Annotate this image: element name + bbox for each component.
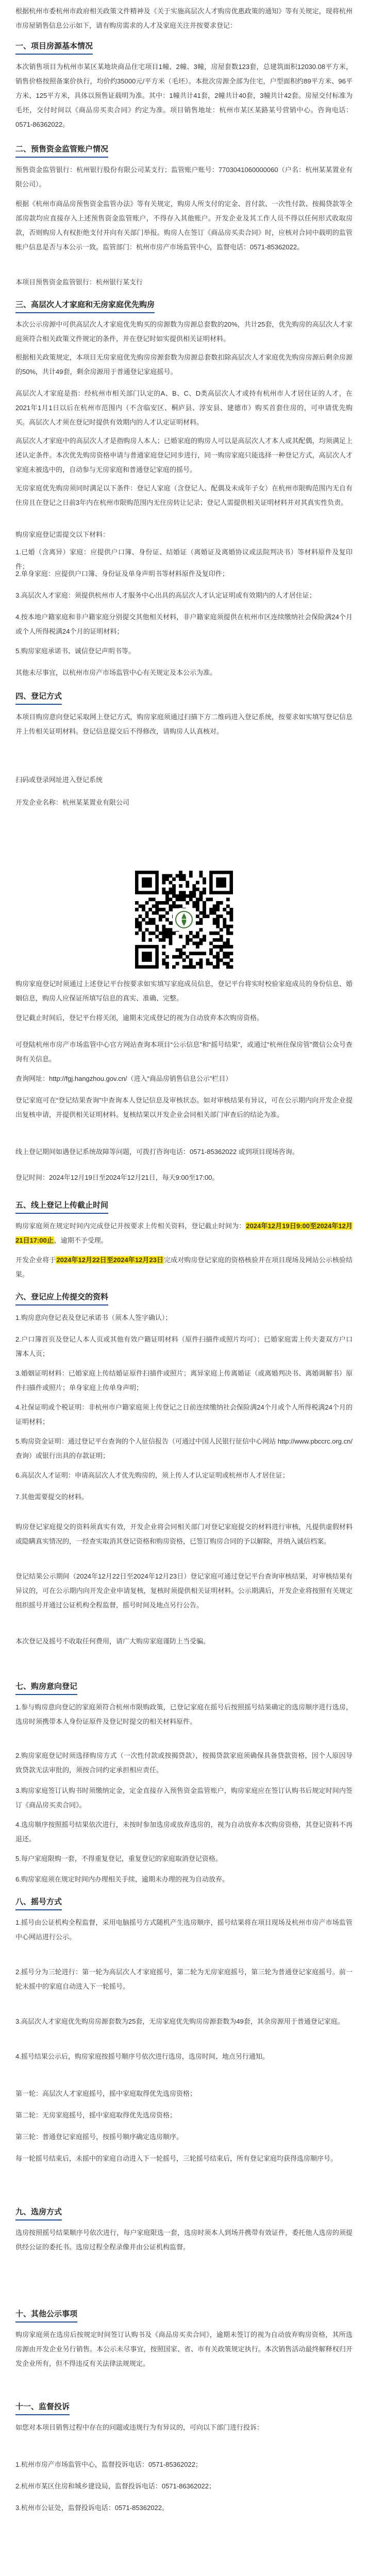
list-item: 7.其他需要提交的材料。 (15, 1493, 88, 1501)
section-5-heading: 五、线上登记上传截止时间 (15, 1199, 108, 1214)
section-4-company: 开发企业名称：杭州某某置业有限公司 (15, 799, 130, 806)
list-item: 5.购房资金证明：通过登记平台查询的个人征信报告（可通过中国人民银行征信中心网站 http://www.pbccrc.org.cn/ 查询）或银行出具的存款证明； (15, 1437, 353, 1460)
list-item: 4.摇号结果公示后，购房家庭按摇号顺序号依次进行选房，选房时间、地点另行通知。 (15, 2053, 269, 2060)
list-item: 5.购房家庭承诺书、诚信登记声明书等。 (15, 647, 135, 655)
review-text: 开发企业将于 (15, 1256, 56, 1264)
section-7-heading: 七、购房意向登记 (15, 1681, 77, 1695)
deadline-highlight: 2024年12月19日9:00至2024年12月21日17:00止 (15, 1222, 353, 1244)
list-item: 1.购房意向登记表及登记承诺书（须本人签字确认）； (15, 1314, 172, 1321)
section-1-body: 本次销售项目为杭州市某区某地块商品住宅项目1幢、2幢、3幢，房屋套数123套，总建筑面积12030.08平方米，销售价格按照备案价执行，均价约35000元/平方米（毛坯）。本批次房源全部为住宅，户型面积约89平方米、96平方米、125平方米，具体以预售证载明为准。其中：1幢共计41套，2幢共计40套，3幢共计42套。房屋交付标准为毛坯，交付时间以《商品房买卖合同》约定为准。项目销售地址：杭州市某区某路某号营销中心。咨询电话：0571-86362022。 (15, 63, 353, 128)
review-highlight: 2024年12月22日至2024年12月23日 (56, 1256, 164, 1264)
review-text-end: 完成对购房登记家庭的资格核验并在项目现场及网站公示核验结果。 (15, 1256, 353, 1278)
section-4-query: 可登陆杭州市房产市场监管中心官方网站查询本项目“公示信息”和“摇号结果”，或通过“杭州住保房管”微信公众号查询有关信息。 (15, 1041, 353, 1063)
list-item: 第二轮：无房家庭摇号，摇中家庭取得优先选房资格； (15, 2111, 177, 2119)
list-item: 3.高层次人才家庭：须提供杭州市人才服务中心出具的高层次人才认定证明或有效期内的人才居住证； (15, 591, 316, 599)
section-4-notice: 购房家庭登记时须通过上述登记平台按要求如实填写家庭成员信息，登记平台将实时校验家庭成员的身份信息、婚姻信息，购房人应保证所填写信息的真实、准确、完整。 (15, 980, 353, 1002)
list-item: 4.选房顺序按照摇号结果依次进行，未按时参加选房或放弃选房的，视为自动放弃本次购房资格，其登记资料不再退还。 (15, 1821, 353, 1843)
list-item: 2.户口簿首页及登记人本人页或其他有效户籍证明材料（原件扫描件或照片均可）；已婚家庭需上传夫妻双方户口簿本人页； (15, 1335, 353, 1358)
section-6-verification: 购房登记家庭提交的资料须真实有效，开发企业将会同相关部门对登记家庭提交的材料进行审核，凡提供虚假材料或隐瞒真实情况的，一经查实取消其登记资格和购房资格，已签订购房合同的予以解除，并纳入诚信档案。 (15, 1523, 353, 1545)
list-item: 4.社保证明或个税证明：非杭州市户籍家庭须上传登记之日前连续缴纳社会保险满24个月或个人所得税满24个月的证明材料； (15, 1403, 353, 1426)
section-4-deadline-note: 登记截止时间后，登记平台将关闭，逾期未完成登记的视为自动放弃本次购房资格。 (15, 1014, 264, 1022)
section-6-free-notice: 本次登记及摇号不收取任何费用，请广大购房家庭谨防上当受骗。 (15, 1637, 210, 1645)
list-item: 6.高层次人才证明：申请高层次人才优先购房的，须上传人才认定证明或杭州市人才居住证； (15, 1471, 289, 1479)
section-3-nohome-quota: 根据相关政策规定，本项目无房家庭优先购房房源套数为房源总套数扣除高层次人才家庭优先购房房源后剩余房源的50%，共计49套，剩余房源用于普通登记家庭摇号。 (15, 353, 353, 376)
section-1-heading: 一、项目房源基本情况 (15, 40, 93, 55)
list-item: 1.参与购房意向登记的家庭须符合杭州市限购政策，已登记家庭在摇号后按照摇号结果确定的选房顺序进行选房，选房时须携带本人身份证原件及登记时提交的相关材料原件。 (15, 1703, 353, 1725)
section-4-heading: 四、登记方式 (15, 690, 62, 705)
list-item: 2.杭州市某区住房和城乡建设局，监督投诉电话：0571-86362022； (15, 2482, 215, 2490)
section-4-scan-hint: 扫码或登录网址进入登记系统 (15, 776, 103, 784)
deadline-text-end: ，逾期不予受理。 (54, 1236, 108, 1244)
list-item: 1.已婚（含离异）家庭：应提供户口簿、身份证、结婚证（离婚证及离婚协议或法院判决书）等材料原件及复印件； (15, 548, 353, 570)
section-8-heading: 八、摇号方式 (15, 1896, 62, 1910)
list-item: 1.杭州市房产市场监管中心，监督投诉电话：0571-85362022； (15, 2461, 202, 2468)
list-item: 3.购房家庭签订认购书时须缴纳定金，定金直接存入预售资金监管账户，购房家庭应在签订认购书后规定时间内签订《商品房买卖合同》。 (15, 1787, 353, 1809)
section-10-body: 购房家庭须在选房后按规定时间签订认购书及《商品房买卖合同》，逾期未签订的视为自动放弃购房资格，其所选房源由开发企业另行销售。本公示未尽事宜，按照国家、省、市有关政策规定执行。本次销售活动最终解释权归开发企业所有，但不得违反有关法律法规规定。 (15, 2331, 353, 2367)
section-3-heading: 三、高层次人才家庭和无房家庭优先购房 (15, 299, 155, 313)
section-4-time: 登记时间：2024年12月19日至2024年12月21日，每天9:00至17:00。 (15, 1174, 219, 1181)
section-11-heading: 十一、监督投诉 (15, 2401, 70, 2415)
registration-qr-code[interactable] (135, 871, 233, 969)
section-5-review-period (15, 1253, 353, 1282)
list-item: 4.按本地户籍家庭和非户籍家庭分别提交其他相关材料，非户籍家庭须提供在杭州市区连续缴纳社会保险满24个月或个人所得税满24个月的证明材料； (15, 613, 353, 635)
section-2-rules: 根据《杭州市商品房预售资金监管办法》等有关规定，购房人所支付的定金、首付款、一次性付款、按揭贷款等全部房款均应直接存入上述预售资金监管账户，不得存入其他账户。开发企业及其工作人员不得以任何形式收取房款，否则购房人有权拒绝支付并向有关部门举报。购房人在签订《商品房买卖合同》时，应核对合同中载明的监管账户信息是否与本公示一致。监管部门：杭州市房产市场监管中心，监督电话：0571-85362022。 (15, 200, 353, 251)
section-5-deadline (15, 1219, 353, 1248)
section-3-note: 其他未尽事宜，以杭州市房产市场监管中心有关规定及本公示为准。 (15, 669, 217, 676)
section-9-body: 选房按照摇号结果顺序号依次进行，每户家庭限选一套，选房时须本人到场并携带有效证件，委托他人选房的须提供经公证的委托书。选房过程全程录像并由公证机构监督。 (15, 2229, 353, 2251)
list-item: 2.摇号分为三轮进行：第一轮为高层次人才家庭摇号，第二轮为无房家庭摇号，第三轮为普通登记家庭摇号。前一轮未摇中的家庭自动进入下一轮摇号。 (15, 1968, 353, 1990)
list-item: 第三轮：普通登记家庭摇号，按摇号顺序确定选房顺序。 (15, 2133, 183, 2141)
section-3-talent-quota: 本次公示房源中可供高层次人才家庭优先购买的房源数为房源总套数的20%，共计25套，优先购房的高层次人才家庭须符合相关政策文件规定的条件，并在登记时如实提供相关证明材料。 (15, 320, 353, 343)
section-3-talent-rules: 高层次人才家庭中的高层次人才是指购房人本人；已婚家庭的购房人可以是高层次人才本人或其配偶，均须满足上述认定条件。本次优先购房资格申请与普通家庭登记同步进行，同一购房家庭只能选择一种登记方式，高层次人才家庭未被选中的，自动参与无房家庭和普通登记家庭的摇号。 (15, 437, 353, 473)
section-2-account: 预售资金监管银行：杭州银行股份有限公司某支行；监管账户账号：7703041060000060（户名：杭州某某置业有限公司）。 (15, 166, 353, 188)
list-item: 6.购房家庭须在规定时间内办理相关手续，逾期未办理的视为自动放弃。 (15, 1875, 229, 1883)
section-11-body: 如您对本项目销售过程中存在的问题或违规行为有异议的，可向以下部门进行投诉： (15, 2424, 264, 2431)
list-item: 2.单身家庭：应提供户口簿、身份证及单身声明书等材料原件及复印件； (15, 570, 229, 578)
list-item: 每一轮摇号结束后，未摇中的家庭自动进入下一轮摇号，三轮摇号结束后，所有登记家庭均获得选房顺序号。 (15, 2155, 338, 2162)
section-2-heading: 二、预售资金监管账户情况 (15, 143, 108, 158)
section-10-heading: 十、其他公示事项 (15, 2308, 77, 2323)
list-item: 3.杭州市公证处，监督投诉电话：0571-85362022。 (15, 2504, 169, 2512)
list-item: 2.购房家庭登记时须选择购房方式（一次性付款或按揭贷款），按揭贷款家庭须确保具备贷款资格，因个人原因导致贷款无法审批的，须按合同约定承担相应责任。 (15, 1752, 353, 1774)
section-4-body: 本项目购房意向登记采取网上登记方式，购房家庭须通过扫描下方二维码进入登记系统，按要求如实填写登记信息并上传相关证明材料。登记信息提交后不得修改，请购房人认真核对。 (15, 713, 353, 735)
list-item: 1.摇号由公证机构全程监督，采用电脑摇号方式随机产生选房顺序，摇号结果将在项目现场及杭州市房产市场监管中心网站进行公示。 (15, 1919, 353, 1941)
section-4-review: 登记家庭可在“登记结果查询”中查询本人登记信息及审核状态。如对审核结果有异议，可在公示期内向开发企业提出复核申请，并提供相关证明材料。复核结果以开发企业会同相关部门审查后的结论为准。 (15, 1096, 353, 1118)
section-3-materials-intro: 购房家庭登记需提交以下材料： (15, 531, 110, 538)
section-3-nohome-conditions: 无房家庭优先购房须同时满足以下条件：登记人家庭（含登记人、配偶及未成年子女）在杭州市限购范围内无自有住房且在登记之日前3年内在杭州市限购范围内无住房转让记录；登记人需提供相关证明材料并对其真实性负责。 (15, 484, 353, 506)
section-9-heading: 九、选房方式 (15, 2206, 62, 2221)
section-3-talent-definition: 高层次人才家庭是指：经杭州市相关部门认定的A、B、C、D类高层次人才或持有杭州市人才居住证的人才，在2021年1月1日以后在杭州市范围内（不含临安区、桐庐县、淳安县、建德市）购买首套住房的，可申请优先购买。高层次人才须在登记时提供有效期内的人才认定证明材料。 (15, 389, 353, 426)
intro-paragraph: 根据杭州市委杭州市政府相关政策文件精神及《关于实施高层次人才购房优惠政策的通知》等有关规定，现将杭州市房屋销售信息公示如下，请有购房需求的人才及家庭关注并按要求登记： (15, 7, 353, 29)
query-url-link[interactable]: 查询网址：http://fgj.hangzhou.gov.cn/（进入“商品房销售信息公示”栏目） (15, 1075, 232, 1082)
section-4-helpline: 线上登记期间如遇登记系统故障等问题，可拨打咨询电话：0571-85362022 或到项目现场咨询。 (15, 1148, 299, 1156)
section-6-publicity: 登记结果公示期间（2024年12月22日至2024年12月23日）登记家庭可通过登记平台查询审核结果，对审核结果有异议的，可在公示期内向开发企业申请复核，复核时须提供相关证明材料。公示期满后，开发企业将按照有关规定组织摇号并通过公证机构全程监督，摇号时间及地点另行公告。 (15, 1572, 353, 1609)
section-2-bank: 本项目预售资金监管银行：杭州银行某支行 (15, 278, 143, 286)
deadline-text: 购房家庭须在规定时间内完成登记并按要求上传相关资料，登记截止时间为： (15, 1222, 246, 1230)
list-item: 3.婚姻证明材料：已婚家庭上传结婚证原件扫描件或照片；离异家庭上传离婚证（或离婚判决书、离婚调解书）原件扫描件或照片；单身家庭上传单身声明； (15, 1369, 353, 1392)
list-item: 5.每户家庭限购一套，不得重复登记，重复登记的家庭取消登记资格。 (15, 1855, 222, 1862)
list-item: 第一轮：高层次人才家庭摇号，摇中家庭取得优先选房资格； (15, 2090, 197, 2097)
section-6-heading: 六、登记应上传提交的资料 (15, 1291, 108, 1306)
list-item: 3.高层次人才家庭优先购房房源套数为25套，无房家庭优先购房房源套数为49套，其余房源用于普通登记家庭。 (15, 2018, 344, 2025)
logo-emblem-icon (173, 908, 195, 931)
